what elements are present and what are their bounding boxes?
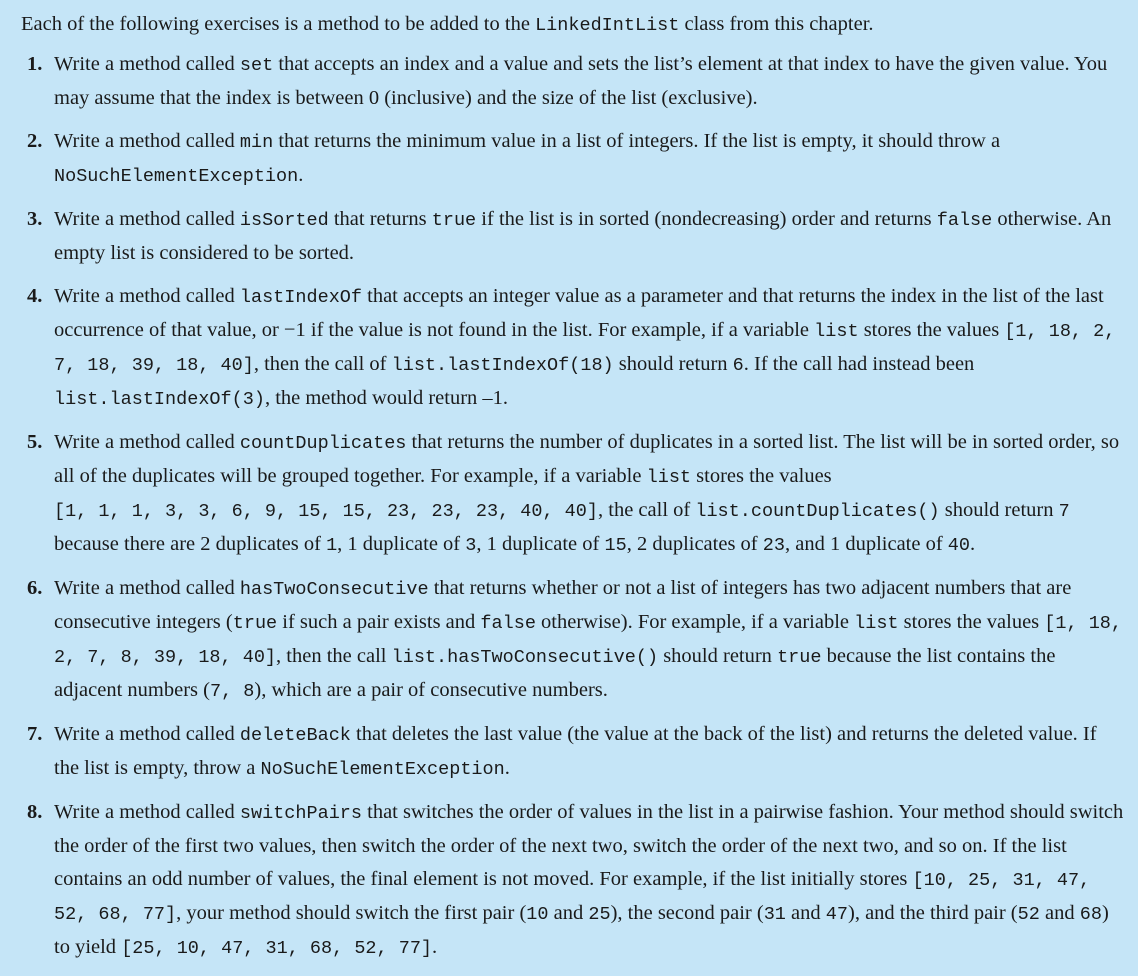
exercise-number: 8. xyxy=(27,801,43,823)
exercise-text: Write a method called xyxy=(54,431,240,453)
inline-code: true xyxy=(431,210,477,231)
exercise-8 xyxy=(21,796,1124,965)
method-name-code: isSorted xyxy=(239,210,329,231)
exercise-text: , the method would return –1. xyxy=(264,387,509,409)
intro-text: Each of the following exercises is a method to be added to the xyxy=(21,13,536,35)
exercise-text: that returns the number of duplicates in a sorted list. The list will be in sorted order, so all of the duplicates will be grouped together. For example, if a variable xyxy=(54,431,1120,487)
exercise-text: , 1 duplicate of xyxy=(476,533,605,555)
inline-code: list.countDuplicates() xyxy=(695,501,940,522)
exercise-text: . If the call had instead been xyxy=(743,353,975,375)
inline-code: [1, 18, 2, 7, 18, 39, 18, 40] xyxy=(54,321,1116,376)
exercise-text: , then the call xyxy=(276,645,392,667)
exercise-text: stores the values xyxy=(691,465,832,487)
exercise-text: if the list is in sorted (nondecreasing) order and returns xyxy=(476,208,937,230)
exercise-5 xyxy=(21,426,1124,562)
method-name-code: min xyxy=(239,132,274,153)
exercise-text: and xyxy=(548,902,589,924)
exercise-text: Write a method called xyxy=(54,285,240,307)
exercise-text: , then the call of xyxy=(253,353,392,375)
exercise-text: otherwise). For example, if a variable xyxy=(535,611,855,633)
inline-code: list xyxy=(646,467,692,488)
exercise-text: and xyxy=(1039,902,1080,924)
method-name-code: switchPairs xyxy=(239,803,362,824)
exercise-text: that returns the minimum value in a list of integers. If the list is empty, it should throw a xyxy=(273,130,1001,152)
exercise-6 xyxy=(21,572,1124,708)
exercise-text: that accepts an integer value as a parameter and that returns the index in the list of the last occurrence of that value, or −1 if the value is not found in the list. For example, if a variable xyxy=(54,285,1104,341)
inline-code: [1, 18, 2, 7, 8, 39, 18, 40] xyxy=(54,613,1123,668)
inline-code: list.hasTwoConsecutive() xyxy=(391,647,659,668)
method-name-code: countDuplicates xyxy=(239,433,407,454)
inline-code: 3 xyxy=(465,535,477,556)
inline-code: 10 xyxy=(526,904,549,925)
exercise-4 xyxy=(21,280,1124,416)
inline-code: 7, 8 xyxy=(209,681,255,702)
exercise-2 xyxy=(21,125,1124,193)
inline-code: list.lastIndexOf(18) xyxy=(391,355,614,376)
inline-code: [1, 1, 1, 3, 3, 6, 9, 15, 15, 23, 23, 23, 40, 40] xyxy=(54,501,598,522)
inline-code: [25, 10, 47, 31, 68, 52, 77] xyxy=(121,938,433,959)
exercise-text: ) to yield xyxy=(54,902,1109,958)
exercise-text: Write a method called xyxy=(54,723,240,745)
intro-paragraph xyxy=(21,10,1124,40)
inline-code: 40 xyxy=(947,535,971,556)
method-name-code: lastIndexOf xyxy=(239,287,362,308)
exercise-number: 7. xyxy=(27,723,43,745)
inline-code: true xyxy=(232,613,278,634)
inline-code: list xyxy=(854,613,899,634)
exception-code: NoSuchElementException xyxy=(54,166,299,187)
inline-code: 23 xyxy=(762,535,785,556)
inline-code: 15 xyxy=(604,535,627,556)
exercise-text: because there are 2 duplicates of xyxy=(54,533,327,555)
exercise-number: 1. xyxy=(27,53,43,75)
exercise-text: . xyxy=(970,533,976,555)
inline-code: 47 xyxy=(825,904,848,925)
method-name-code: set xyxy=(239,55,274,76)
exercise-text: that returns whether or not a list of integers has two adjacent numbers that are consecutive integers ( xyxy=(54,577,1072,633)
exercise-number: 6. xyxy=(27,577,43,599)
exercise-text: . xyxy=(298,164,304,186)
inline-code: 52 xyxy=(1017,904,1040,925)
inline-code: 68 xyxy=(1079,904,1102,925)
inline-code: [10, 25, 31, 47, 52, 68, 77] xyxy=(54,870,1091,925)
exercise-number: 2. xyxy=(27,130,43,152)
inline-code: 1 xyxy=(326,535,338,556)
exercise-text: that switches the order of values in the list in a pairwise fashion. Your method should switch the order of the first two values, then switch the order of the next two, switch the order of the next two, and so on. If the list contains an odd number of values, the final element is not moved. For example, if the list initially stores xyxy=(54,801,1124,890)
exercise-text: Write a method called xyxy=(54,577,240,599)
exercise-text: ), which are a pair of consecutive numbers. xyxy=(254,679,608,701)
exercise-text: , the call of xyxy=(598,499,696,521)
exercise-3 xyxy=(21,203,1124,270)
exercise-text: and xyxy=(785,902,826,924)
exercise-1 xyxy=(21,48,1124,115)
exercise-text: Write a method called xyxy=(54,53,240,75)
class-name-code: LinkedIntList xyxy=(535,15,680,36)
exercise-text: . xyxy=(432,936,438,958)
exercise-text: , your method should switch the first pair ( xyxy=(176,902,527,924)
exercise-text: should return xyxy=(939,499,1059,521)
exercise-text: ), the second pair ( xyxy=(610,902,764,924)
exercise-number: 5. xyxy=(27,431,43,453)
exercise-text: , and 1 duplicate of xyxy=(784,533,948,555)
method-name-code: hasTwoConsecutive xyxy=(239,579,429,600)
intro-text: class from this chapter. xyxy=(679,13,874,35)
inline-code: 6 xyxy=(732,355,744,376)
exercise-text: should return xyxy=(613,353,733,375)
exercise-text: that returns xyxy=(328,208,432,230)
inline-code: 7 xyxy=(1058,501,1070,522)
exercise-text: if such a pair exists and xyxy=(277,611,481,633)
exercise-text: ), and the third pair ( xyxy=(848,902,1018,924)
inline-code: 25 xyxy=(588,904,611,925)
exercise-text: Write a method called xyxy=(54,801,240,823)
inline-code: list.lastIndexOf(3) xyxy=(54,389,265,410)
exercise-text: , 1 duplicate of xyxy=(337,533,466,555)
exercise-text: that accepts an index and a value and sets the list’s element at that index to have the given value. You may assume that the index is between 0 (inclusive) and the size of the list (exclusive). xyxy=(54,53,1108,109)
exercise-text: otherwise. An empty list is considered to be sorted. xyxy=(54,208,1112,264)
inline-code: 31 xyxy=(763,904,786,925)
exercise-text: Write a method called xyxy=(54,208,240,230)
method-name-code: deleteBack xyxy=(239,725,351,746)
exercise-list xyxy=(21,48,1124,965)
exercise-text: stores the values xyxy=(858,319,1005,341)
exercise-text: , 2 duplicates of xyxy=(626,533,763,555)
inline-code: true xyxy=(777,647,822,668)
exercise-number: 4. xyxy=(27,285,43,307)
exception-code: NoSuchElementException xyxy=(260,759,505,780)
exercise-text: should return xyxy=(658,645,778,667)
exercise-7 xyxy=(21,718,1124,786)
exercise-text: because the list contains the adjacent numbers ( xyxy=(54,645,1056,701)
exercise-text: stores the values xyxy=(898,611,1045,633)
exercise-text: . xyxy=(504,757,510,779)
inline-code: list xyxy=(814,321,859,342)
exercise-text: Write a method called xyxy=(54,130,240,152)
inline-code: false xyxy=(936,210,993,231)
inline-code: false xyxy=(480,613,536,634)
exercise-text: that deletes the last value (the value at the back of the list) and returns the deleted value. If the list is empty, throw a xyxy=(54,723,1097,779)
exercise-number: 3. xyxy=(27,208,43,230)
